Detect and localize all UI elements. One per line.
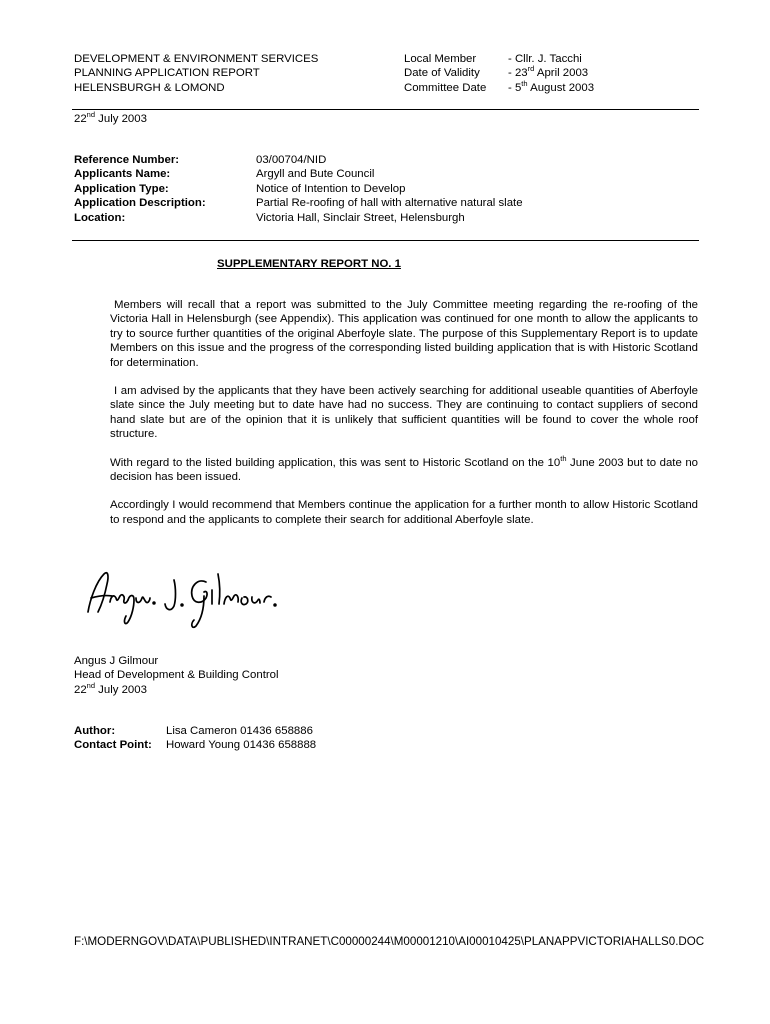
department-header — [74, 52, 394, 95]
author-row — [74, 724, 474, 738]
signer-block — [74, 654, 394, 697]
reference-label: Reference Number: — [74, 154, 180, 166]
signer-date: 22nd July 2003 — [74, 681, 147, 696]
reference-row — [74, 153, 704, 167]
header-divider — [72, 109, 699, 110]
local-member-row — [404, 52, 734, 66]
validity-row — [404, 66, 734, 80]
type-row — [74, 182, 704, 196]
author-label: Author: — [74, 725, 116, 737]
description-label: Application Description: — [74, 197, 206, 210]
paragraph-3: With regard to the listed building application, this was sent to Historic Scotland on the 10th June 2003 but to date no decision has been issued. — [110, 453, 699, 484]
area-name: HELENSBURGH & LOMOND — [74, 81, 225, 94]
type-value: Notice of Intention to Develop — [256, 182, 406, 195]
paragraph-4: Accordingly I would recommend that Members continue the application for a further month to allow Historic Scotland to respond and the applicants to complete their search for additional Aberfoyle slate. — [110, 499, 698, 526]
reference-value: 03/00704/NID — [256, 154, 327, 166]
signature-image — [78, 560, 298, 640]
paragraph-2: I am advised by the applicants that they have been actively searching for additional useable quantities of Aberfoyle slate since the July meeting but to date have had no success. They are continuing to contact suppliers of second hand slate but are of the opinion that it is unlikely that sufficient quantities will be found to cover the whole roof structure. — [110, 385, 698, 441]
description-value: Partial Re-roofing of hall with alternative natural slate — [256, 197, 523, 210]
validity-value: - 23rd April 2003 — [508, 64, 589, 80]
committee-date-label: Committee Date — [404, 81, 487, 94]
local-member-label: Local Member — [404, 53, 477, 65]
location-row — [74, 211, 704, 225]
location-value: Victoria Hall, Sinclair Street, Helensburgh — [256, 211, 465, 224]
report-body — [110, 298, 698, 541]
report-date: 22nd July 2003 — [74, 110, 147, 125]
signer-position: Head of Development & Building Control — [74, 669, 279, 682]
committee-date-row — [404, 81, 734, 95]
committee-info — [404, 52, 734, 95]
contact-value: Howard Young 01436 658888 — [166, 739, 317, 752]
signature — [78, 560, 298, 640]
location-label: Location: — [74, 211, 126, 224]
description-row — [74, 196, 704, 210]
report-type: PLANNING APPLICATION REPORT — [74, 67, 260, 80]
applicant-value: Argyll and Bute Council — [256, 168, 375, 181]
local-member-value: - Cllr. J. Tacchi — [508, 53, 582, 65]
applicant-label: Applicants Name: — [74, 168, 171, 181]
signer-name: Angus J Gilmour — [74, 655, 159, 667]
department-name: DEVELOPMENT & ENVIRONMENT SERVICES — [74, 53, 319, 65]
details-divider — [72, 240, 699, 241]
applicant-row — [74, 167, 704, 181]
file-path-footer: F:\MODERNGOV\DATA\PUBLISHED\INTRANET\C00000244\M00001210\AI00010425\PLANAPPVICTORIAHALLS0.DOC — [74, 935, 705, 948]
paragraph-1: Members will recall that a report was submitted to the July Committee meeting regarding the re-roofing of the Victoria Hall in Helensburgh (see Appendix). This application was continued for one month to allow the applicants to try to source further quantities of the original Aberfoyle slate. The purpose of this Supplementary Report is to update Members on this issue and the progress of the corresponding listed building application that is with Historic Scotland for determination. — [110, 299, 698, 369]
contacts-block — [74, 724, 474, 753]
application-details — [74, 153, 704, 225]
committee-date-value: - 5th August 2003 — [508, 79, 595, 94]
author-value: Lisa Cameron 01436 658886 — [166, 725, 313, 737]
report-title: SUPPLEMENTARY REPORT NO. 1 — [217, 258, 401, 270]
validity-label: Date of Validity — [404, 67, 480, 80]
contact-label: Contact Point: — [74, 739, 152, 752]
type-label: Application Type: — [74, 182, 169, 195]
contact-row — [74, 738, 474, 752]
